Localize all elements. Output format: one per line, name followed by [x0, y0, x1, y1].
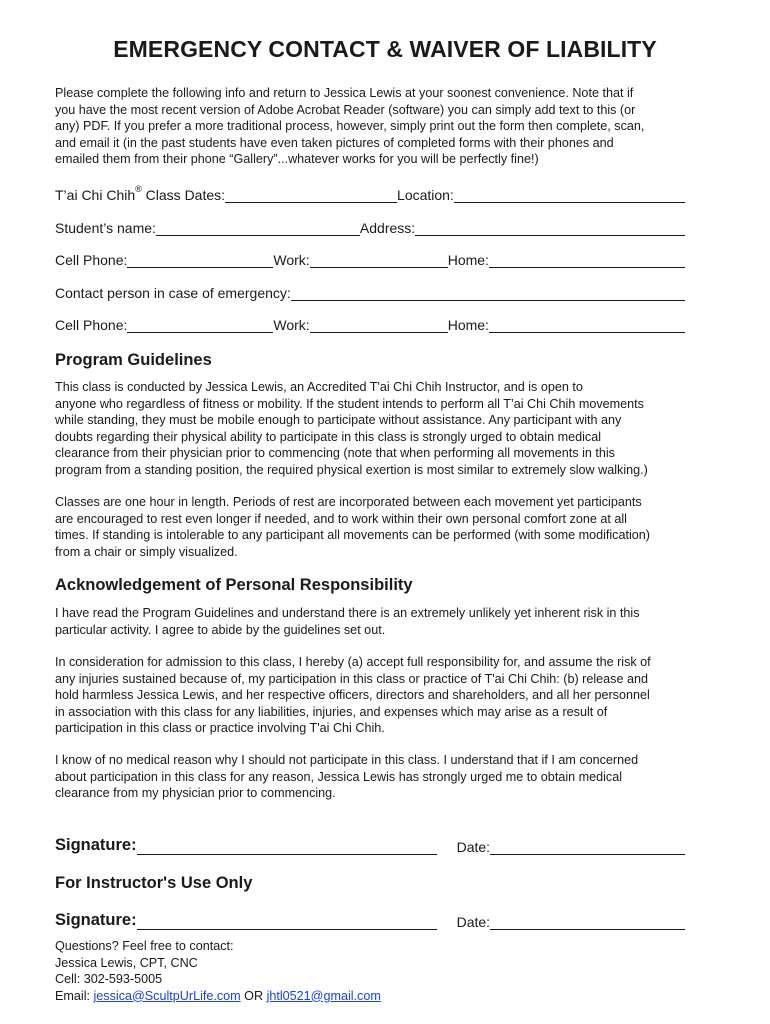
acknowledgement-heading: Acknowledgement of Personal Responsibility [55, 576, 413, 594]
signature-field[interactable] [137, 840, 437, 855]
phone-row [55, 250, 685, 268]
contact-line-2: Jessica Lewis, CPT, CNC [55, 955, 198, 970]
contact-line-3: Cell: 302-593-5005 [55, 972, 163, 986]
page-title: EMERGENCY CONTACT & WAIVER OF LIABILITY [113, 36, 657, 62]
emergency-contact-label: Contact person in case of emergency: [55, 285, 291, 301]
location-label: Location: [397, 187, 454, 203]
intro-paragraph: Please complete the following info and return to Jessica Lewis at your soonest convenience. Note that if you have the most recent version of Adobe Acrobat Reader (software) you can simply add text to this (or any) PDF. If you prefer a more traditional process, however, simply print out the form then complete, scan, and email it (in the past students have even taken pictures of completed forms with their phones and emailed them from their phone “Gallery”...whatever works for you will be perfectly fine!) [55, 86, 645, 166]
program-guidelines-paragraph-2: Classes are one hour in length. Periods of rest are incorporated between each movement yet participants are encouraged to rest even longer if needed, and to work within their own personal comfort zone at all times. If standing is intolerable to any participant all movements can be performed (with some modification) from a chair or simply visualized. [55, 495, 650, 559]
home-phone-field[interactable] [489, 253, 685, 268]
emergency-work-field[interactable] [310, 318, 448, 333]
program-guidelines-heading: Program Guidelines [55, 351, 212, 369]
emergency-home-field[interactable] [489, 318, 685, 333]
cell-phone-label: Cell Phone: [55, 252, 128, 268]
cell-phone-field[interactable] [127, 253, 273, 268]
registered-mark: ® [135, 184, 142, 194]
student-name-label: Student’s name: [55, 220, 156, 236]
contact-block [55, 938, 381, 1004]
student-name-field[interactable] [156, 221, 360, 236]
cell-phone-label-2: Cell Phone: [55, 317, 128, 333]
instructor-signature-field[interactable] [137, 915, 437, 930]
home-label-2: Home: [447, 317, 489, 333]
instructor-signature-row [55, 910, 685, 930]
class-dates-row [55, 185, 685, 203]
emergency-cell-field[interactable] [127, 318, 273, 333]
work-phone-field[interactable] [310, 253, 448, 268]
program-guidelines-paragraph-1: This class is conducted by Jessica Lewis, an Accredited T'ai Chi Chih Instructor, and is open to anyone who regardless of fitness or mobility. If the student intends to perform all T’ai Chi Chih movements while standing, they must be mobile enough to participate without assistance. Any participant with any doubts regarding their physical ability to participate in this class is strongly urged to obtain medical clearance from their physician prior to commencing (note that when performing all movements in this program from a standing position, the required physical exertion is most similar to extremely slow walking.) [55, 380, 648, 477]
email-link-2[interactable]: jhtl0521@gmail.com [266, 988, 381, 1003]
date-label: Date: [456, 839, 491, 855]
contact-email-line: Email: jessica@ScultpUrLife.com OR jhtl0521@gmail.com [55, 988, 381, 1003]
acknowledgement-paragraph-3: I know of no medical reason why I should not participate in this class. I understand that if I am concerned about participation in this class for any reason, Jessica Lewis has strongly urged me to obtain medical clearance from my physician prior to commencing. [55, 753, 639, 800]
emergency-phone-row [55, 315, 685, 333]
instructor-heading: For Instructor's Use Only [55, 874, 253, 892]
acknowledgement-paragraph-1: I have read the Program Guidelines and understand there is an extremely unlikely yet inherent risk in this particular activity. I agree to abide by the guidelines set out. [55, 606, 640, 637]
home-label: Home: [447, 252, 489, 268]
class-dates-field[interactable] [225, 188, 397, 203]
acknowledgement-paragraph-2: In consideration for admission to this class, I hereby (a) accept full responsibility for, and assume the risk of any injuries sustained because of, my participation in this class or practice of T'ai Chi Chih: (b) release and hold harmless Jessica Lewis, and her respective officers, directors and shareholders, and all her personnel in association with this class for any liabilities, injuries, and expenses which may arise as a result of participation in this class or practice involving T'ai Chi Chih. [55, 655, 651, 735]
instructor-date-field[interactable] [490, 915, 685, 930]
contact-line-1: Questions? Feel free to contact: [55, 939, 234, 953]
email-link-1[interactable]: jessica@ScultpUrLife.com [93, 988, 241, 1003]
instructor-signature-label: Signature: [55, 911, 137, 929]
instructor-date-label: Date: [456, 914, 491, 930]
work-label-2: Work: [273, 317, 310, 333]
class-dates-label: T’ai Chi Chih® Class Dates: [55, 184, 226, 203]
emergency-contact-row [55, 283, 685, 301]
address-label: Address: [359, 220, 416, 236]
signature-label: Signature: [55, 836, 137, 854]
address-field[interactable] [415, 221, 685, 236]
student-row [55, 218, 685, 236]
student-signature-row [55, 835, 685, 855]
location-field[interactable] [454, 188, 685, 203]
work-label: Work: [273, 252, 310, 268]
date-field[interactable] [490, 840, 685, 855]
emergency-contact-field[interactable] [291, 286, 685, 301]
